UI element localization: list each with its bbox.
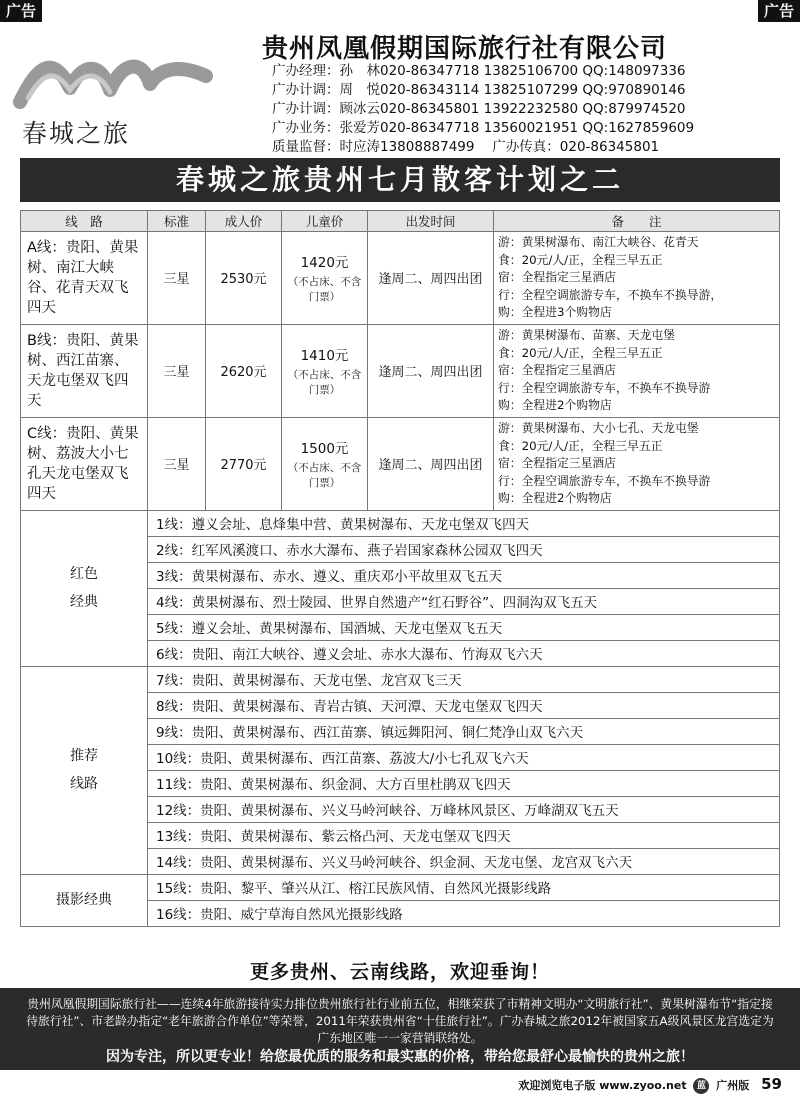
brush-swoosh-icon [10,40,225,120]
route-line: 4线：黄果树瀑布、烈士陵园、世界自然遗产“红石野谷”、四洞沟双飞五天 [148,588,780,614]
tour-child-note: （不占床、不含门票） [287,461,362,489]
group-label [21,874,148,926]
page-footer [518,1075,782,1094]
route-line: 16线：贵阳、威宁草海自然风光摄影线路 [148,900,780,926]
header-remarks: 备 注 [494,211,780,232]
tour-row [21,417,780,510]
tour-row [21,232,780,325]
tour-remark-line: 购：全程进3个购物店 [498,305,612,320]
route-line: 15线：贵阳、黎平、肇兴从江、榕江民族风情、自然风光摄影线路 [148,874,780,900]
contact-list [272,62,694,157]
route-line: 6线：贵阳、南江大峡谷、遵义会址、赤水大瀑布、竹海双飞六天 [148,640,780,666]
group-label-line: 红色 [70,566,98,583]
route-line: 1线：遵义会址、息烽集中营、黄果树瀑布、天龙屯堡双飞四天 [148,510,780,536]
tour-remark-line: 宿：全程指定三星酒店 [498,270,616,285]
tour-child-note: （不占床、不含门票） [287,275,362,303]
contact-line: 广办计调：周 悦020-86343114 13825107299 QQ:970890146 [272,82,686,98]
slogan: 因为专注，所以更专业！给您最优质的服务和最实惠的价格，带给您最舒心最愉快的贵州之旅！ [106,1049,694,1065]
tour-standard: 三星 [148,417,206,510]
more-routes-notice: 更多贵州、云南线路，欢迎垂询！ [249,961,550,983]
ad-label-left: 广告 [0,0,42,22]
tour-remarks [494,324,780,417]
route-line: 7线：贵阳、黄果树瀑布、天龙屯堡、龙宫双飞三天 [148,666,780,692]
tour-route: A线：贵阳、黄果树、南江大峡谷、花青天双飞四天 [21,232,148,325]
route-line: 9线：贵阳、黄果树瀑布、西江苗寨、镇远舞阳河、铜仁梵净山双飞六天 [148,718,780,744]
contact-line: 广办业务：张爱芳020-86347718 13560021951 QQ:1627859609 [272,120,695,136]
ad-label-right: 广告 [758,0,800,22]
tour-child-price-cell [282,324,368,417]
page-title-banner: 春城之旅贵州七月散客计划之二 [20,158,780,202]
header-standard: 标准 [148,211,206,232]
company-description: 贵州凤凰假期国际旅行社——连续4年旅游接待实力排位贵州旅行社行业前五位，相继荣获了市精神文明办“文明旅行社”、黄果树瀑布节“指定接待旅行社”、市老龄办指定“老年旅游合作单位”等荣誉，2011年荣获贵州省“十佳旅行社”。广办春城之旅2012年被国家五A级风景区龙宫选定为广东地区唯一一家营销联络处。 [26,997,774,1045]
contact-line: 广办计调：顾冰云020-86345801 13922232580 QQ:879974520 [272,101,686,117]
tour-adult-price: 2770元 [206,417,282,510]
tour-remark-line: 行：全程空调旅游专车，不换车不换导游 [498,380,711,395]
header-departure: 出发时间 [368,211,494,232]
tour-route: B线：贵阳、黄果树、西江苗寨、天龙屯堡双飞四天 [21,324,148,417]
route-line: 3线：黄果树瀑布、赤水、遵义、重庆邓小平故里双飞五天 [148,562,780,588]
line-row [21,666,780,692]
tour-remark-line: 食：20元/人/正，全程三早五正 [498,438,663,453]
group-label-line: 经典 [70,594,98,611]
tour-departure: 逢周二、周四出团 [368,417,494,510]
route-line: 13线：贵阳、黄果树瀑布、紫云格凸河、天龙屯堡双飞四天 [148,822,780,848]
route-line: 10线：贵阳、黄果树瀑布、西江苗寨、荔波大/小七孔双飞六天 [148,744,780,770]
tour-child-price: 1500元 [300,440,349,457]
route-line: 5线：遵义会址、黄果树瀑布、国酒城、天龙屯堡双飞五天 [148,614,780,640]
tour-row [21,324,780,417]
company-logo [10,40,225,148]
edition-label: 广州版 [716,1079,750,1092]
tour-remark-line: 食：20元/人/正，全程三早五正 [498,252,663,267]
tour-child-price-cell [282,417,368,510]
route-line: 14线：贵阳、黄果树瀑布、兴义马岭河峡谷、织金洞、天龙屯堡、龙宫双飞六天 [148,848,780,874]
table-header-row [21,211,780,232]
tour-route: C线：贵阳、黄果树、荔波大小七孔天龙屯堡双飞四天 [21,417,148,510]
header-route: 线 路 [21,211,148,232]
header-adult-price: 成人价 [206,211,282,232]
company-name: 贵州凤凰假期国际旅行社有限公司 [262,34,668,64]
route-line: 8线：贵阳、黄果树瀑布、青岩古镇、天河潭、天龙屯堡双飞四天 [148,692,780,718]
logo-brand-text: 春城之旅 [22,119,131,148]
group-label-line: 摄影经典 [56,892,112,909]
tour-remark-line: 行：全程空调旅游专车，不换车不换导游 [498,473,711,488]
tour-standard: 三星 [148,232,206,325]
tour-child-price-cell [282,232,368,325]
tour-remark-line: 食：20元/人/正，全程三早五正 [498,345,663,360]
tour-remark-line: 行：全程空调旅游专车，不换车不换导游， [498,287,723,302]
line-row [21,874,780,900]
browse-text: 欢迎浏览电子版 [518,1079,596,1092]
tour-remark-line: 购：全程进2个购物店 [498,491,612,506]
header-child-price: 儿童价 [282,211,368,232]
tour-remarks [494,417,780,510]
about-band [0,988,800,1070]
tour-departure: 逢周二、周四出团 [368,324,494,417]
group-label [21,666,148,874]
tour-child-price: 1410元 [300,347,349,364]
tour-remark-line: 游：黄果树瀑布、大小七孔、天龙屯堡 [498,420,699,435]
tour-standard: 三星 [148,324,206,417]
route-table [20,210,780,927]
tour-remark-line: 宿：全程指定三星酒店 [498,456,616,471]
contact-line: 质量监督：时应涛13808887499 广办传真：020-86345801 [272,139,660,155]
route-line: 2线：红军风溪渡口、赤水大瀑布、燕子岩国家森林公园双飞四天 [148,536,780,562]
tour-adult-price: 2530元 [206,232,282,325]
contact-line: 广办经理：孙 林020-86347718 13825106700 QQ:148097336 [272,63,686,79]
tour-child-price: 1420元 [300,254,349,271]
line-row [21,510,780,536]
tour-adult-price: 2620元 [206,324,282,417]
tour-remark-line: 宿：全程指定三星酒店 [498,363,616,378]
route-line: 11线：贵阳、黄果树瀑布、织金洞、大方百里杜鹃双飞四天 [148,770,780,796]
page-number: 59 [761,1075,782,1093]
tour-remark-line: 购：全程进2个购物店 [498,398,612,413]
site-link[interactable]: www.zyoo.net [599,1079,687,1092]
group-label-line: 推荐 [70,748,98,765]
edition-badge-icon: 蓝 [693,1078,709,1094]
tour-remark-line: 游：黄果树瀑布、南江大峡谷、花青天 [498,235,699,249]
tour-remark-line: 游：黄果树瀑布、苗寨、天龙屯堡 [498,327,675,342]
group-label-line: 线路 [70,776,98,793]
tour-departure: 逢周二、周四出团 [368,232,494,325]
route-line: 12线：贵阳、黄果树瀑布、兴义马岭河峡谷、万峰林风景区、万峰湖双飞五天 [148,796,780,822]
tour-remarks [494,232,780,325]
group-label [21,510,148,666]
tour-child-note: （不占床、不含门票） [287,368,362,396]
